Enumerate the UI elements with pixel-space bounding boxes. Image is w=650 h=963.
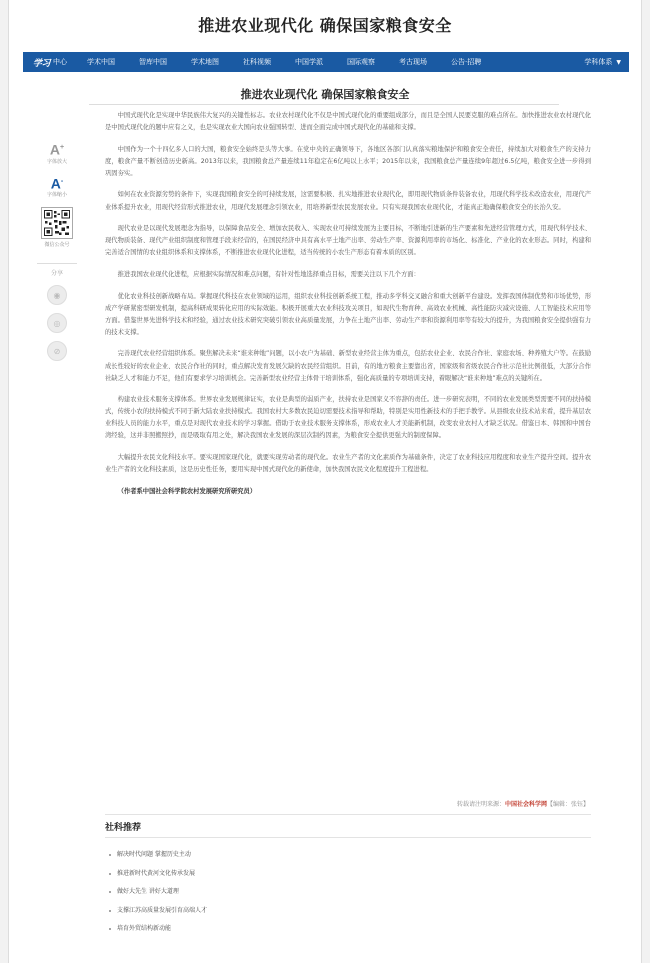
- weibo-share-button[interactable]: [47, 313, 67, 333]
- site-logo[interactable]: [23, 52, 75, 72]
- page-frame: [8, 0, 642, 963]
- article-author: （作者系中国社会科学院农村发展研究所研究员）: [117, 487, 257, 495]
- recommend-item[interactable]: [109, 925, 207, 933]
- article-paragraph: 中国作为一个十四亿多人口的大国，粮食安全始终是头等大事。在党中央的正确领导下，各地区各部门认真落实粮地保护和粮食安全责任，持续加大对粮食生产的支持力度，粮食产量不断创造历史新高。2013年以来，我国粮食总产量连续11年稳定在6亿吨以上水平；2015年以来，我国粮食总产量连续9年超过6.5亿吨，粮食安全进一步得到巩固夯实。: [105, 145, 591, 177]
- recommend-list: [109, 851, 207, 944]
- article-paragraph: 构建农业技术服务支撑体系。世界农业发展规律证实，农业是典型的弱质产业，扶持农业是国家义不容辞的责任。进一步研究表明，不同的农业发展类型需要不同的扶持模式，传统小农的扶持模式不同于新大陆农业扶持模式。我国农村大多数农民迫切需要技术指导和帮助，特别是实用性新技术的手把手教学。从县级农业技术站来看，提升基层农业科技人员的能力水平，重点是对现代农业技术的学习掌握。借助于农业技术服务支撑体系，形成农业人才美能新机制，改变农业农村人才缺乏状况。借鉴日本、韩国和中国台湾经验，这并非照搬照抄，而是吸取有用之处，解决我国农业发展的深层次制约因素，为粮食安全提供更强大的制度保障。: [105, 396, 591, 440]
- article-paragraph: 推进我国农业现代化进程，应根据实际情况和难点问题，有针对性地选择重点目标，需要关注以下几个方面：: [117, 270, 420, 278]
- recommend-item[interactable]: [109, 870, 207, 878]
- page-title: 推进农业现代化 确保国家粮食安全: [198, 16, 452, 35]
- recommend-item[interactable]: [109, 907, 207, 915]
- bullet-icon: [109, 891, 111, 893]
- font-increase-label: 字体放大: [46, 158, 67, 165]
- recommend-item-label: 解决时代问题 掌握历史主动: [117, 851, 191, 858]
- logo-script: 学习: [33, 58, 51, 69]
- title-divider: [89, 104, 559, 105]
- nav-item-xueshu[interactable]: 学术中国: [87, 58, 116, 66]
- bullet-icon: [109, 910, 111, 912]
- side-toolbar: [37, 140, 77, 369]
- article-body: [105, 110, 591, 507]
- article-paragraph: 大幅提升农民文化科技水平。要实现国家现代化，就要实现劳动者的现代化。农业生产者的文化素质作为基础条件，决定了农业科技应用程度和农业生产提升空间。提升农业生产者的文化科技素质，这是历史性任务，要用实现中国式现代化的新使命，加快我国农民文化程度提升工程进程。: [105, 454, 591, 474]
- wechat-share-button[interactable]: [47, 285, 67, 305]
- article-paragraph: 现代农业是以现代发展理念为指导，以保障食品安全、增加农民收入、实现农业可持续发展为主要目标，不断地引进新的生产要素和先进经营管理方式，用现代科学技术、现代物质装备、现代产业组织制度和管理手段来经营的，在国民经济中具有高水平土地产出率、劳动生产率、资源利用率的市场化、标准化、产业化的农业形态。同时，构建和完善适合国情的农业组织体系和支撑体系，不断推进农业现代化进程，适当传统的小农生产形态有着本质的区别。: [105, 225, 591, 257]
- share-label: 分享: [37, 263, 77, 277]
- font-decrease-label: 字体缩小: [46, 192, 67, 199]
- bullet-icon: [109, 873, 111, 875]
- source-divider: [105, 814, 591, 815]
- source-link[interactable]: 中国社会科学网: [504, 801, 547, 808]
- bullet-icon: [109, 854, 111, 856]
- nav-item-kaogu[interactable]: 考古现场: [399, 58, 428, 66]
- nav-item-guoji[interactable]: 国际观察: [347, 58, 376, 66]
- source-line: [339, 799, 589, 808]
- source-prefix: 转载请注明来源：: [456, 801, 505, 808]
- recommend-title: 社科推荐: [105, 823, 142, 833]
- article-paragraph: 如何在农业资源劣势的条件下，实现我国粮食安全的可持续发展，这需要积极、扎实地推进农业现代化，即用现代物质条件装备农业，用现代科学技术改造农业，用现代产业体系提升农业，用现代经营形式推进农业，用现代发展理念引领农业，用培养新型农民发展农业。只有实现我国农业现代化，才能真正地确保粮食安全的长治久安。: [105, 191, 591, 211]
- bullet-icon: [109, 928, 111, 930]
- page-header: [9, 0, 641, 52]
- link-share-button[interactable]: [47, 341, 67, 361]
- nav-item-ditu[interactable]: 学术地图: [191, 58, 220, 66]
- font-decrease-icon: A-: [50, 175, 64, 192]
- font-decrease-button[interactable]: [37, 174, 77, 200]
- recommend-item-label: 支撑江苏高质量发展引育高端人才: [117, 906, 208, 914]
- nav-item-zhiku[interactable]: 智库中国: [139, 58, 168, 66]
- recommend-item[interactable]: [109, 888, 207, 896]
- article-title: 推进农业现代化 确保国家粮食安全: [240, 88, 410, 101]
- article-paragraph: 中国式现代化是实现中华民族伟大复兴的关键性标志。农业农村现代化不仅是中国式现代化的重要组成部分，而且是全国人民要克服的难点所在。加快推进农业农村现代化是中国式现代化的题中应有之义，也是实现农业大国向农业强国转型、进而全面完成中国式现代化的基础和支撑。: [105, 112, 591, 132]
- nav-more-icon[interactable]: ▼: [616, 58, 621, 66]
- wechat-qr: [37, 207, 77, 249]
- recommend-item-label: 做好大先生 讲好大道理: [117, 888, 179, 896]
- nav-item-xueke[interactable]: 学科体系: [584, 58, 613, 66]
- recommend-item[interactable]: [109, 851, 207, 859]
- nav-item-xuepai[interactable]: 中国学派: [295, 58, 324, 66]
- recommend-divider: [105, 837, 591, 838]
- main-nav: [23, 52, 629, 72]
- qr-label: 微信公众号: [44, 242, 70, 249]
- source-editor: 【编辑：张钰】: [546, 801, 589, 808]
- recommend-item-label: 推进新时代黄河文化传承发展: [117, 869, 196, 877]
- weibo-icon: ◎: [53, 318, 61, 328]
- logo-text: 中心: [53, 58, 68, 66]
- link-icon: ⊘: [53, 346, 61, 356]
- font-increase-icon: A+: [49, 141, 65, 158]
- article-paragraph: 完善现代农业经营组织体系。聚焦解决未来“谁来种地”问题，以小农户为基础、新型农业经营主体为重点，包括农业企业、农民合作社、家庭农场、种养殖大户等。在鼓励成长性较好的农业企业、农民合作社的同时，重点解决发育发展欠缺的农民经营组织。目前，有的地方粮食主要靠出省，国家级和省级农民合作社示范社比例很低，大部分合作社缺乏人才和能力不足，他们有要求学习培训机会。完善新型农业经营主体骨干培训体系，强化高质量的专项培训支持，着眼解决“谁来种地”难点的关键所在。: [105, 350, 591, 382]
- nav-item-shipin[interactable]: 社科视频: [243, 58, 272, 66]
- nav-item-gonggao[interactable]: 公告·招聘: [451, 58, 482, 66]
- qr-code-icon: [41, 207, 73, 239]
- recommend-item-label: 培育外贸结构新动能: [117, 925, 172, 933]
- article-paragraph: 优化农业科技创新战略布局。掌握现代科技在农业领域的运用，组织农业科技创新系统工程，推动多学科交叉融合和重大创新平台建设。发挥我国体制优势和市场优势，形成产学研紧密型研发机制，提高科研成果转化应用的实际效能。积极开展重大农业科技攻关项目，如现代生物育种、高效农业机械、高性能防灾减灾设施、人工智能技术应用等方面。借鉴世界先进科学技术和经验，通过农业技术研究突破引领农业高质量发展，力争在土地产出率、劳动生产率和资源利用率等有较大的提升，为我国粮食安全提供强有力的技术支撑。: [105, 292, 591, 336]
- wechat-icon: ◉: [53, 290, 61, 300]
- font-increase-button[interactable]: [37, 140, 77, 166]
